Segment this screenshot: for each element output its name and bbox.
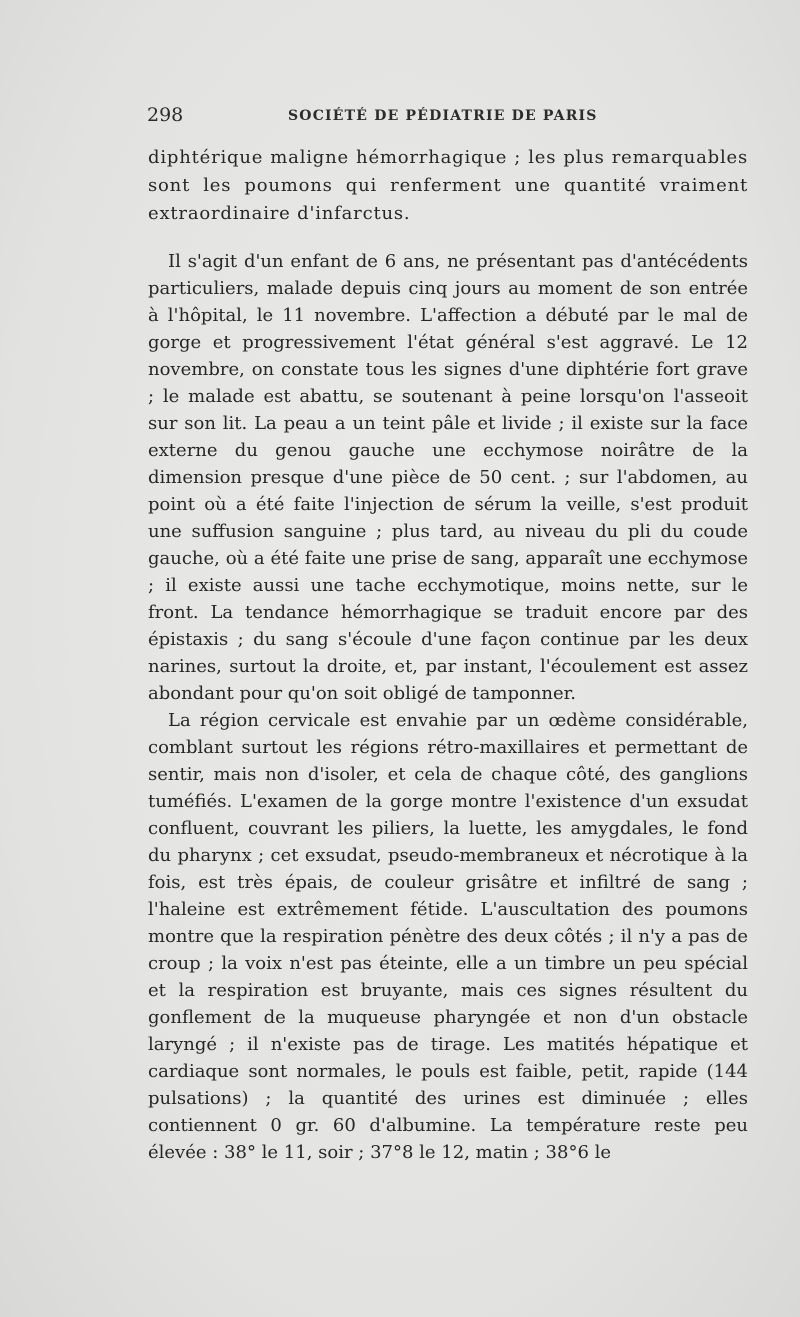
paragraph-gap bbox=[148, 228, 748, 248]
paragraph-continuation: diphtérique maligne hémorrhagique ; les plus remarquables sont les poumons qui renferment une quantité vraiment extraordinaire d'infarctus. bbox=[148, 147, 748, 224]
paragraph-case-history: Il s'agit d'un enfant de 6 ans, ne présentant pas d'antécédents particuliers, malade depuis cinq jours au moment de son entrée à l'hôpital, le 11 novembre. L'affection a débuté par le mal de gorge et progressivement l'état général s'est aggravé. Le 12 novembre, on constate tous les signes d'une diphtérie fort grave ; le malade est abattu, se soutenant à peine lorsqu'on l'asseoit sur son lit. La peau a un teint pâle et livide ; il existe sur la face externe du genou gauche une ecchymose noirâtre de la dimension presque d'une pièce de 50 cent. ; sur l'abdomen, au point où a été faite l'injection de sérum la veille, s'est produit une suffusion sanguine ; plus tard, au niveau du pli du coude gauche, où a été faite une prise de sang, apparaît une ecchymose ; il existe aussi une tache ecchymotique, moins nette, sur le front. La tendance hémorrhagique se traduit encore par des épistaxis ; du sang s'écoule d'une façon continue par les deux narines, surtout la droite, et, par instant, l'écoulement est assez abondant pour qu'on soit obligé de tamponner. bbox=[148, 251, 748, 704]
page-header bbox=[147, 104, 747, 132]
running-title: SOCIÉTÉ DE PÉDIATRIE DE PARIS bbox=[288, 108, 598, 124]
page-number: 298 bbox=[147, 104, 184, 126]
paragraph-examination: La région cervicale est envahie par un œdème considérable, comblant surtout les régions rétro-maxillaires et permettant de sentir, mais non d'isoler, et cela de chaque côté, des ganglions tuméfiés. L'examen de la gorge montre l'existence d'un exsudat confluent, couvrant les piliers, la luette, les amygdales, le fond du pharynx ; cet exsudat, pseudo-membraneux et nécrotique à la fois, est très épais, de couleur grisâtre et infiltré de sang ; l'haleine est extrêmement fétide. L'auscultation des poumons montre que la respiration pénètre des deux côtés ; il n'y a pas de croup ; la voix n'est pas éteinte, elle a un timbre un peu spécial et la respiration est bruyante, mais ces signes résultent du gonflement de la muqueuse pharyngée et non d'un obstacle laryngé ; il n'existe pas de tirage. Les matités hépatique et cardiaque sont normales, le pouls est faible, petit, rapide (144 pulsations) ; la quantité des urines est diminuée ; elles contiennent 0 gr. 60 d'albumine. La température reste peu élevée : 38° le 11, soir ; 37°8 le 12, matin ; 38°6 le bbox=[148, 710, 748, 1163]
body-text bbox=[148, 144, 748, 1166]
